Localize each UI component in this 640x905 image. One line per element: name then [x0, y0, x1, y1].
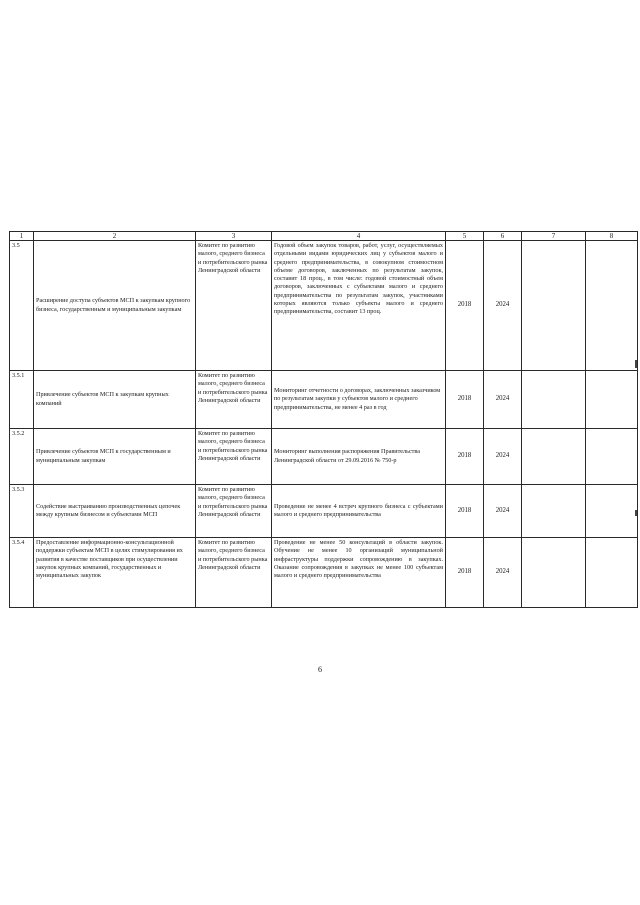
page-number: 6 [318, 665, 322, 674]
empty-cell [586, 371, 638, 429]
table-row [10, 429, 638, 485]
end-year: 2024 [484, 485, 522, 538]
measures-table [9, 231, 638, 608]
header-cell: 7 [522, 232, 586, 241]
scan-artifact [635, 360, 637, 368]
table-row [10, 371, 638, 429]
empty-cell [586, 538, 638, 608]
table-row [10, 485, 638, 538]
table-row [10, 241, 638, 371]
row-number: 3.5.1 [10, 371, 34, 429]
end-year: 2024 [484, 371, 522, 429]
empty-cell [586, 485, 638, 538]
end-year: 2024 [484, 538, 522, 608]
measure-name: Предоставление информационно-консультационной поддержки субъектам МСП в целях стимулирования их развития в качестве поставщиков при осуществлении закупок крупных компаний, государственных и муниципальных закупок [34, 538, 196, 608]
table-row [10, 538, 638, 608]
header-cell: 1 [10, 232, 34, 241]
header-cell: 5 [446, 232, 484, 241]
executor: Комитет по развитию малого, среднего бизнеса и потребительского рынка Ленинградской области [196, 241, 272, 371]
header-cell: 6 [484, 232, 522, 241]
start-year: 2018 [446, 241, 484, 371]
executor: Комитет по развитию малого, среднего бизнеса и потребительского рынка Ленинградской области [196, 538, 272, 608]
measure-name: Привлечение субъектов МСП к закупкам крупных компаний [34, 371, 196, 429]
expected-result: Годовой объем закупок товаров, работ, услуг, осуществляемых отдельными видами юридических лиц у субъектов малого и среднего предпринимательства, в совокупном стоимостном объеме договоров, заключенных по результатам закупок, составит 18 проц., в том числе: годовой стоимостный объем договоров, заключенных с субъектами малого и среднего предпринимательства по результатам закупок, участниками которых являются только субъекты малого и среднего предпринимательства, составит 13 проц. [272, 241, 446, 371]
measure-name: Привлечение субъектов МСП к государственным и муниципальным закупкам [34, 429, 196, 485]
empty-cell [522, 371, 586, 429]
expected-result: Проведение не менее 50 консультаций в области закупок. Обучение не менее 10 организаций муниципальной инфраструктуры поддержки сопровождению в закупках. Оказание сопровождения в закупках не менее 100 субъектам малого и среднего предпринимательства [272, 538, 446, 608]
row-number: 3.5 [10, 241, 34, 371]
header-cell: 8 [586, 232, 638, 241]
header-cell: 2 [34, 232, 196, 241]
row-number: 3.5.3 [10, 485, 34, 538]
executor: Комитет по развитию малого, среднего бизнеса и потребительского рынка Ленинградской области [196, 429, 272, 485]
empty-cell [522, 485, 586, 538]
header-cell: 4 [272, 232, 446, 241]
measure-name: Содействие выстраиванию производственных цепочек между крупным бизнесом и субъектами МСП [34, 485, 196, 538]
start-year: 2018 [446, 538, 484, 608]
table-header-row [10, 232, 638, 241]
row-number: 3.5.4 [10, 538, 34, 608]
scan-artifact [635, 510, 637, 516]
header-cell: 3 [196, 232, 272, 241]
expected-result: Мониторинг выполнения распоряжения Правительства Ленинградской области от 29.09.2016 № 750-р [272, 429, 446, 485]
empty-cell [522, 241, 586, 371]
expected-result: Мониторинг отчетности о договорах, заключенных заказчиком по результатам закупки у субъектов малого и среднего предпринимательства, не менее 4 раз в год [272, 371, 446, 429]
executor: Комитет по развитию малого, среднего бизнеса и потребительского рынка Ленинградской области [196, 485, 272, 538]
end-year: 2024 [484, 429, 522, 485]
empty-cell [522, 538, 586, 608]
expected-result: Проведение не менее 4 встреч крупного бизнеса с субъектами малого и среднего предпринимательства [272, 485, 446, 538]
measure-name: Расширение доступа субъектов МСП к закупкам крупного бизнеса, государственным и муниципальным закупкам [34, 241, 196, 371]
empty-cell [522, 429, 586, 485]
end-year: 2024 [484, 241, 522, 371]
start-year: 2018 [446, 485, 484, 538]
empty-cell [586, 241, 638, 371]
empty-cell [586, 429, 638, 485]
start-year: 2018 [446, 371, 484, 429]
start-year: 2018 [446, 429, 484, 485]
executor: Комитет по развитию малого, среднего бизнеса и потребительского рынка Ленинградской области [196, 371, 272, 429]
row-number: 3.5.2 [10, 429, 34, 485]
